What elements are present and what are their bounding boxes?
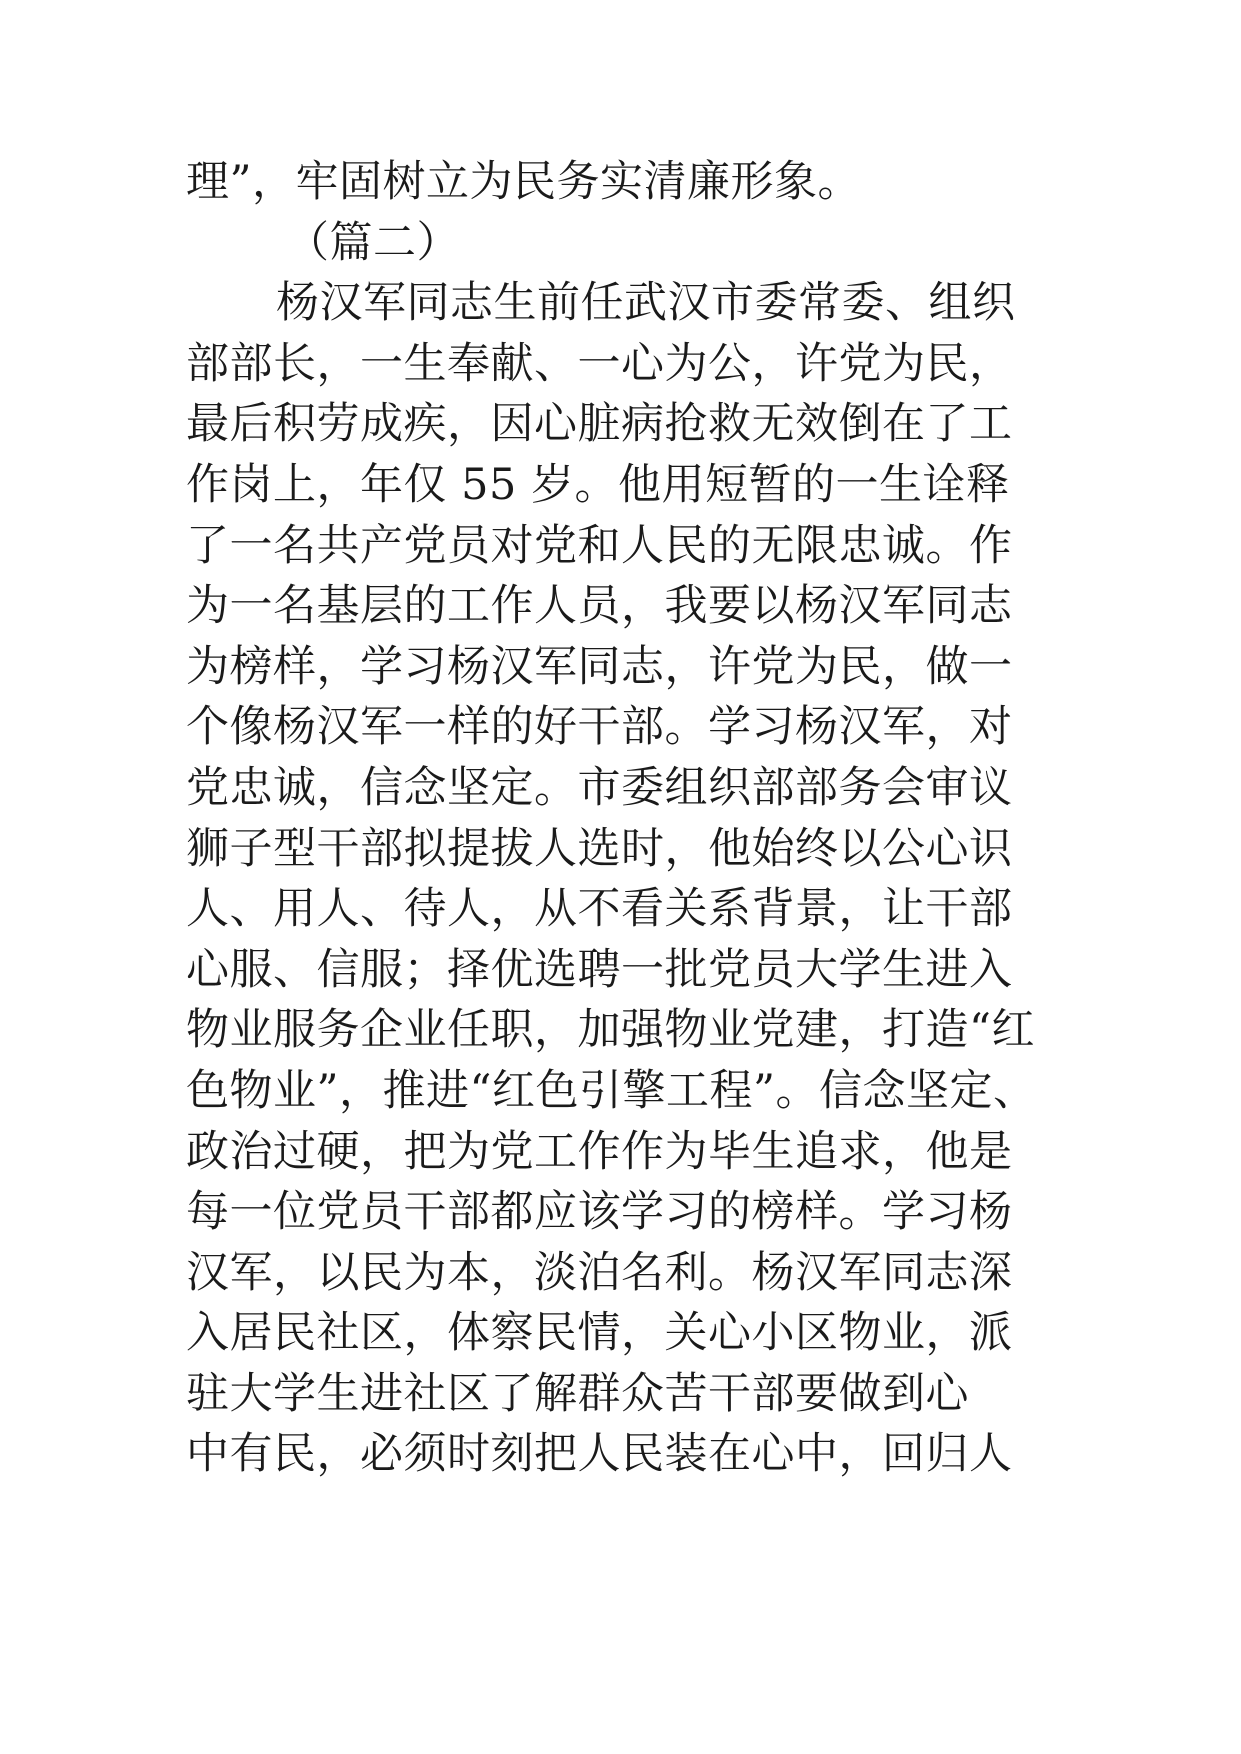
text-line: 作岗上，年仅 55 岁。他用短暂的一生诠释 bbox=[186, 459, 1010, 510]
document-body bbox=[186, 152, 1066, 1485]
text-line: 了一名共产党员对党和人民的无限忠诚。作 bbox=[186, 520, 1013, 571]
text-line: 色物业”，推进“红色引擎工程”。信念坚定、 bbox=[186, 1065, 1037, 1116]
text-line: 每一位党员干部都应该学习的榜样。学习杨 bbox=[186, 1187, 1013, 1238]
text-line: 汉军，以民为本，淡泊名利。杨汉军同志深 bbox=[186, 1247, 1013, 1298]
text-line: 杨汉军同志生前任武汉市委常委、组织 bbox=[276, 278, 1016, 329]
text-line: 人、用人、待人，从不看关系背景，让干部 bbox=[186, 884, 1013, 935]
text-line: 部部长，一生奉献、一心为公，许党为民， bbox=[186, 338, 1013, 389]
text-line: 最后积劳成疾，因心脏病抢救无效倒在了工 bbox=[186, 399, 1013, 450]
text-line: 为一名基层的工作人员，我要以杨汉军同志 bbox=[186, 581, 1013, 632]
text-line: 物业服务企业任职，加强物业党建，打造“红 bbox=[186, 1005, 1035, 1056]
text-line: 心服、信服；择优选聘一批党员大学生进入 bbox=[186, 944, 1013, 995]
text-line: 驻大学生进社区了解群众苦干部要做到心 bbox=[186, 1368, 969, 1419]
section-heading: （篇二） bbox=[286, 217, 460, 268]
text-line: 中有民，必须时刻把人民装在心中，回归人 bbox=[186, 1429, 1013, 1480]
text-line: 理”，牢固树立为民务实清廉形象。 bbox=[186, 157, 861, 207]
text-line: 政治过硬，把为党工作作为毕生追求，他是 bbox=[186, 1126, 1013, 1177]
text-line: 个像杨汉军一样的好干部。学习杨汉军，对 bbox=[186, 702, 1013, 753]
text-line: 党忠诚，信念坚定。市委组织部部务会审议 bbox=[186, 762, 1013, 813]
text-line: 狮子型干部拟提拔人选时，他始终以公心识 bbox=[186, 823, 1013, 874]
text-line: 入居民社区，体察民情，关心小区物业，派 bbox=[186, 1308, 1013, 1359]
text-line: 为榜样，学习杨汉军同志，许党为民，做一 bbox=[186, 641, 1013, 692]
